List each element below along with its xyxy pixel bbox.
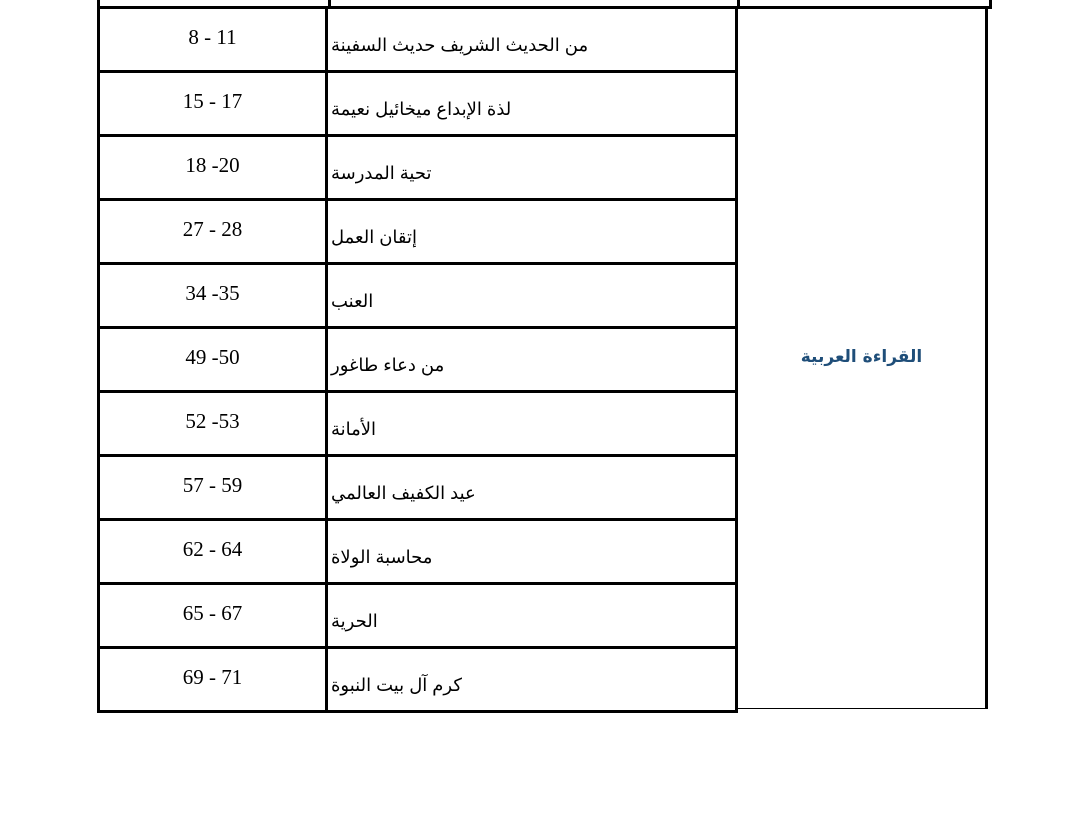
table-row (97, 73, 738, 137)
page-range-cell: 52 -53 (100, 393, 328, 454)
table-row (97, 9, 738, 73)
lesson-title-cell (331, 265, 737, 326)
lesson-title: محاسبة الولاة (331, 547, 433, 567)
lesson-title: من الحديث الشريف حديث السفينة (331, 35, 589, 55)
lesson-title-cell (331, 457, 737, 518)
lesson-title: الأمانة (331, 419, 377, 439)
lesson-title-cell (331, 649, 737, 710)
table-row (97, 457, 738, 521)
lesson-title-cell (331, 521, 737, 582)
lesson-title: العنب (331, 291, 374, 311)
lesson-title-cell (331, 201, 737, 262)
page-range-cell: 15 - 17 (100, 73, 328, 134)
lesson-title-cell (331, 73, 737, 134)
lesson-title-cell (331, 393, 737, 454)
page-range-cell: 65 - 67 (100, 585, 328, 646)
lesson-title: من دعاء طاغور (331, 355, 445, 375)
table-row (97, 521, 738, 585)
lesson-title-cell (331, 9, 737, 70)
lesson-title-cell (331, 137, 737, 198)
table-row (97, 585, 738, 649)
previous-row-cell (737, 0, 992, 9)
lesson-title: الحرية (331, 611, 378, 631)
page-range-cell: 18 -20 (100, 137, 328, 198)
previous-row-cell (97, 0, 328, 9)
lesson-title: كرم آل بيت النبوة (331, 675, 462, 695)
subject-label: القراءة العربية (800, 346, 923, 367)
table-row (97, 265, 738, 329)
table-row (97, 137, 738, 201)
lesson-title: عيد الكفيف العالمي (331, 483, 476, 503)
page-range-cell: 62 - 64 (100, 521, 328, 582)
previous-row-cell (328, 0, 737, 9)
table-row (97, 201, 738, 265)
page-range-cell: 34 -35 (100, 265, 328, 326)
lesson-title: إتقان العمل (331, 227, 418, 247)
page-range-cell: 8 - 11 (100, 9, 328, 70)
table-row (97, 329, 738, 393)
table-row (97, 649, 738, 713)
lesson-title-cell (331, 329, 737, 390)
lesson-rows (97, 9, 738, 713)
lesson-title: لذة الإبداع ميخائيل نعيمة (331, 99, 512, 119)
page-range-cell: 69 - 71 (100, 649, 328, 710)
lesson-title: تحية المدرسة (331, 163, 432, 183)
page-range-cell: 27 - 28 (100, 201, 328, 262)
subject-cell (738, 9, 988, 709)
lesson-title-cell (331, 585, 737, 646)
page-range-cell: 57 - 59 (100, 457, 328, 518)
page-range-cell: 49 -50 (100, 329, 328, 390)
table-row (97, 393, 738, 457)
